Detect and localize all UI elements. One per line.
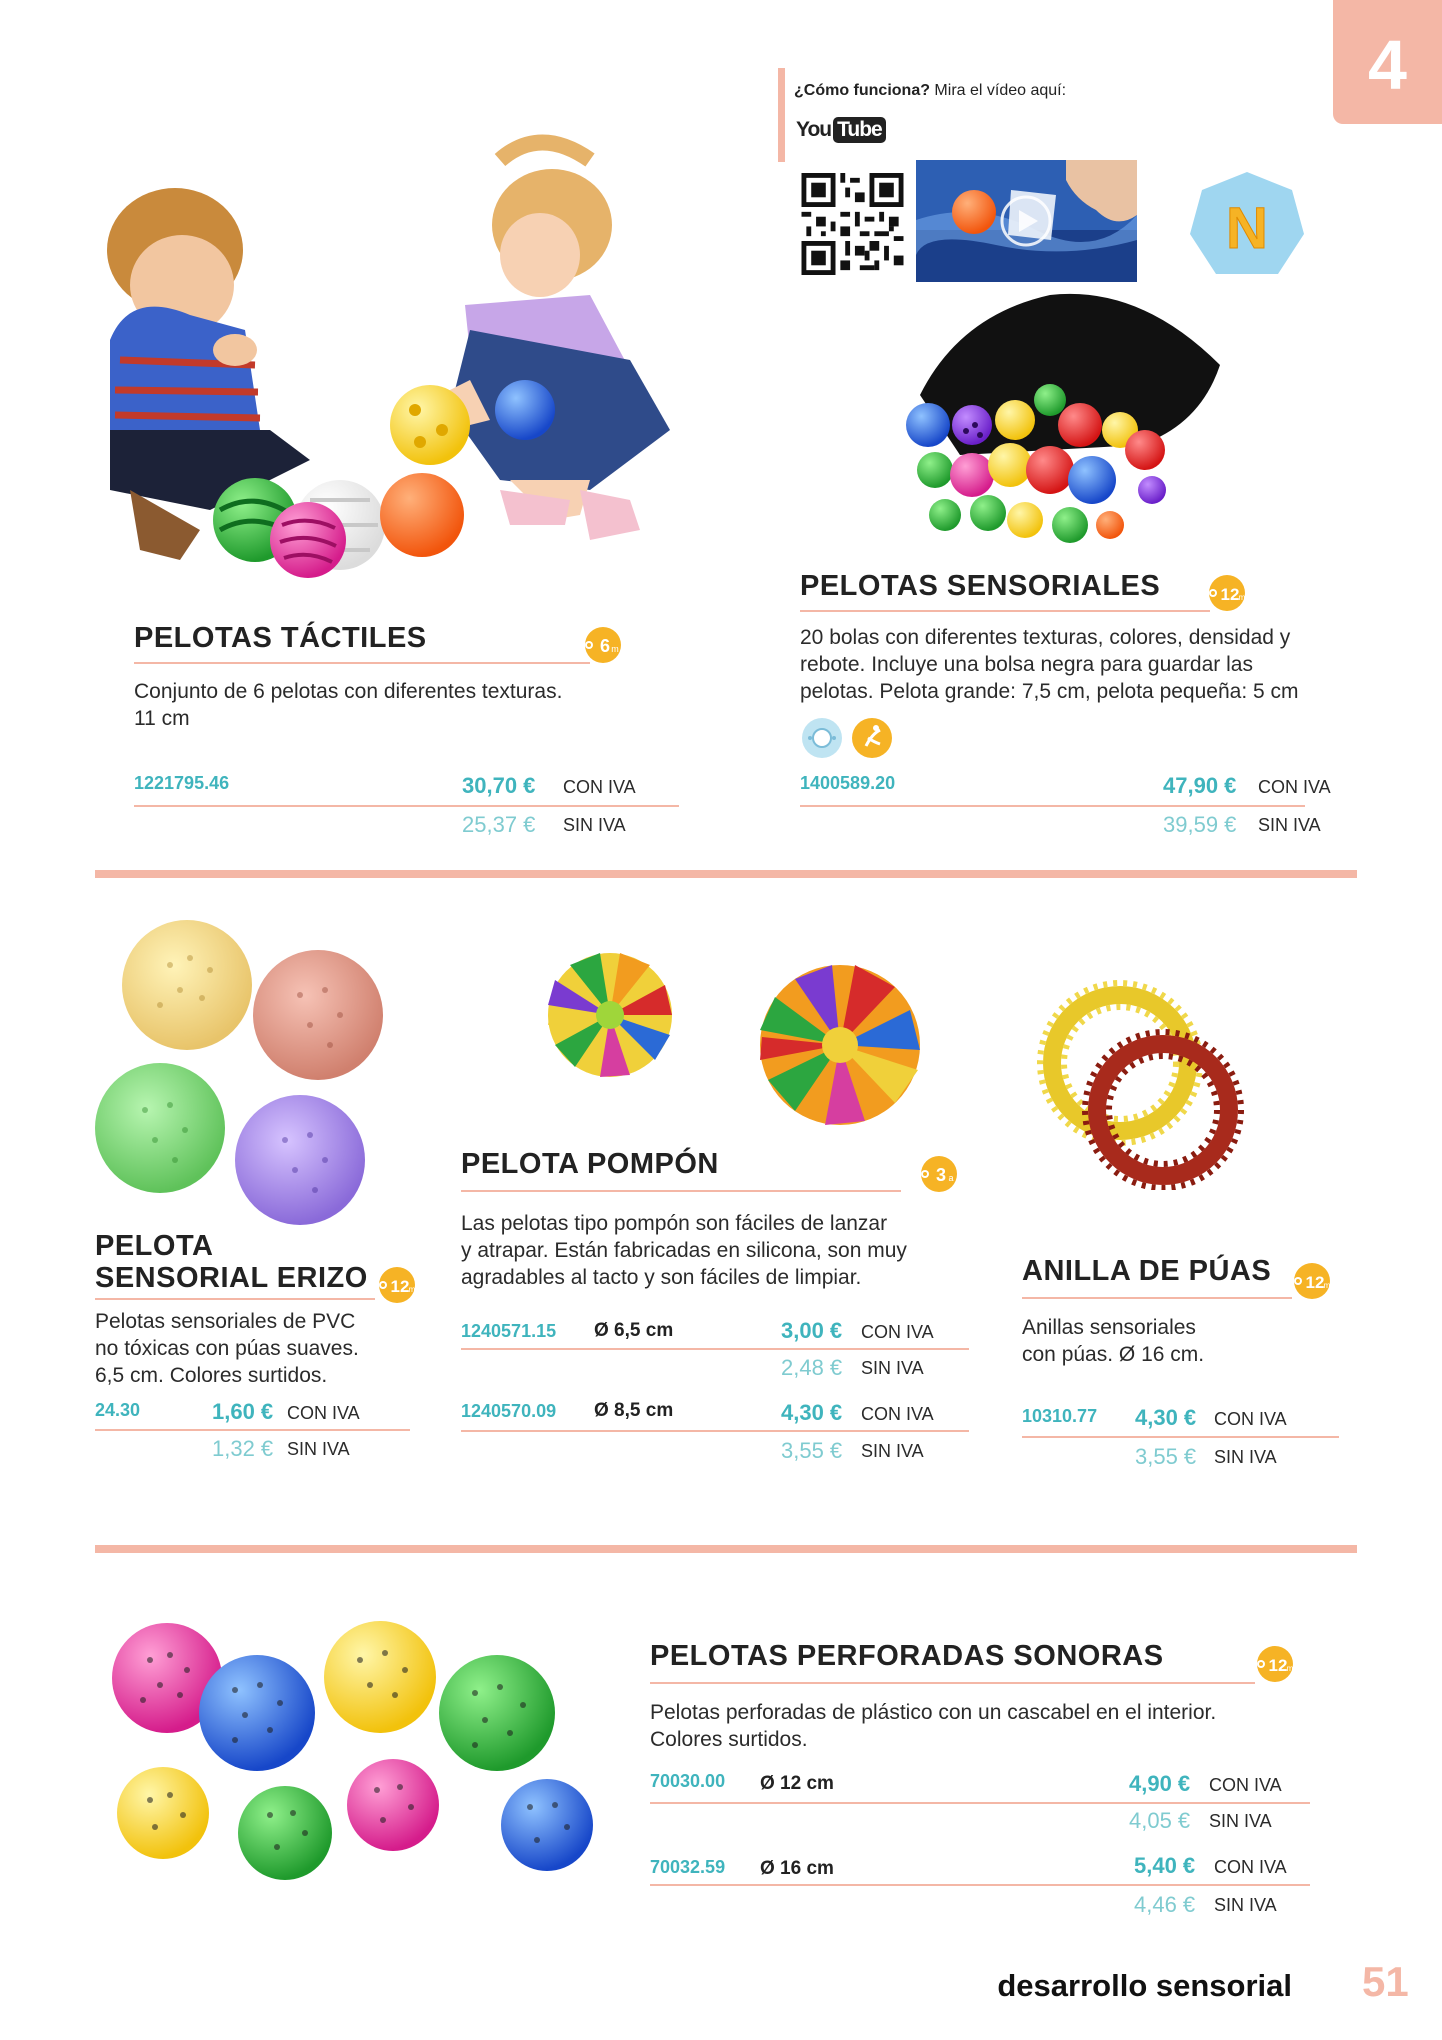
price-rule [1022,1436,1339,1438]
age-badge-icon [584,626,622,664]
price-without-vat: 3,55 € [1135,1444,1197,1469]
title-rule [650,1682,1255,1684]
price-with-vat: 4,30 € [1135,1405,1197,1430]
with-vat-label: CON IVA [287,1403,360,1423]
product-description: Pelotas perforadas de plástico con un cascabel en el interior. Colores surtidos. [650,1701,1217,1751]
product-code: 70032.59 [650,1857,726,1877]
svg-text:N: N [1226,196,1268,261]
price-rule [134,805,679,807]
product-title: PELOTAS SENSORIALES [800,570,1161,602]
product-code: 10310.77 [1022,1406,1098,1426]
price-without-vat: 2,48 € [781,1355,843,1380]
svg-text:12: 12 [1220,585,1240,604]
section-separator [95,870,1357,878]
price-with-vat: 30,70 € [462,773,536,798]
svg-text:12: 12 [1305,1273,1325,1292]
price-with-vat: 5,40 € [1134,1853,1196,1878]
without-vat-label: SIN IVA [1209,1811,1272,1831]
without-vat-label: SIN IVA [1258,815,1321,835]
with-vat-label: CON IVA [1258,777,1331,797]
without-vat-label: SIN IVA [861,1441,924,1461]
price-with-vat: 3,00 € [781,1318,843,1343]
svg-text:m: m [611,644,619,654]
product-title: PELOTA POMPÓN [461,1148,719,1180]
chapter-tab [1333,0,1442,124]
age-badge-icon [1256,1645,1294,1683]
video-thumbnail[interactable] [916,160,1137,282]
price-with-vat: 47,90 € [1163,773,1237,798]
with-vat-label: CON IVA [1214,1857,1287,1877]
price-with-vat: 1,60 € [212,1399,274,1424]
product-code: 1240570.09 [461,1401,557,1421]
title-rule [461,1190,901,1192]
price-rule [800,805,1305,807]
svg-text:12: 12 [1268,1656,1288,1675]
product-description: Pelotas sensoriales de PVC no tóxicas con púas suaves. 6,5 cm. Colores surtidos. [95,1310,359,1387]
without-vat-label: SIN IVA [563,815,626,835]
price-rule [461,1348,969,1350]
pompom-balls-image [530,930,930,1150]
product-description: 20 bolas con diferentes texturas, colores, densidad y rebote. Incluye una bolsa negra para guardar las pelotas. Pelota grande: 7,5 cm, pelota pequeña: 5 cm [800,626,1299,703]
title-rule [95,1298,375,1300]
product-code: 24.30 [95,1400,141,1420]
product-description: Anillas sensoriales con púas. Ø 16 cm. [1022,1316,1205,1366]
product-code: 1400589.20 [800,773,896,793]
price-rule [95,1429,410,1431]
how-it-works-bar [778,68,785,162]
price-rule [461,1430,969,1432]
chapter-number: 4 [1368,26,1407,104]
product-size: Ø 12 cm [760,1773,834,1794]
section-separator [95,1545,1357,1553]
product-size: Ø 16 cm [760,1858,834,1879]
price-rule [650,1802,1310,1804]
product-description: Las pelotas tipo pompón son fáciles de lanzar y atrapar. Están fabricadas en silicona, son muy agradables al tacto y son fáciles de limpiar. [461,1212,907,1289]
tactile-balls-children-image [70,130,760,610]
svg-text:m: m [408,1285,416,1294]
title-rule [134,662,590,664]
new-badge [1188,170,1306,288]
without-vat-label: SIN IVA [287,1439,350,1459]
svg-text:a: a [948,1173,954,1183]
texture-icon [800,716,844,760]
product-size: Ø 6,5 cm [594,1320,674,1341]
price-rule [650,1884,1310,1886]
price-with-vat: 4,90 € [1129,1771,1191,1796]
product-code: 1240571.15 [461,1321,557,1341]
price-without-vat: 25,37 € [462,812,536,837]
with-vat-label: CON IVA [1214,1409,1287,1429]
sensory-balls-bag-image [900,285,1235,550]
spiky-rings-image [1035,975,1250,1190]
hedgehog-balls-image [90,910,390,1230]
product-code: 70030.00 [650,1771,726,1791]
product-title: PELOTAS TÁCTILES [134,622,427,654]
without-vat-label: SIN IVA [1214,1895,1277,1915]
section-footer-label: desarrollo sensorial [997,1968,1292,2003]
svg-text:m: m [1323,1281,1331,1290]
title-rule [800,610,1210,612]
product-title: ANILLA DE PÚAS [1022,1255,1272,1287]
price-without-vat: 4,46 € [1134,1892,1196,1917]
perforated-balls-image [105,1615,605,1885]
page-number: 51 [1362,1958,1409,2005]
svg-text:6: 6 [599,636,611,656]
without-vat-label: SIN IVA [861,1358,924,1378]
age-badge-icon [1208,574,1246,612]
product-size: Ø 8,5 cm [594,1400,674,1421]
age-badge-icon [378,1266,416,1304]
product-description: Conjunto de 6 pelotas con diferentes texturas. 11 cm [134,680,563,730]
price-without-vat: 4,05 € [1129,1808,1191,1833]
with-vat-label: CON IVA [861,1322,934,1342]
product-code: 1221795.46 [134,773,230,793]
without-vat-label: SIN IVA [1214,1447,1277,1467]
with-vat-label: CON IVA [563,777,636,797]
svg-text:3: 3 [935,1165,947,1185]
price-without-vat: 3,55 € [781,1438,843,1463]
age-badge-icon [1293,1262,1331,1300]
how-it-works-text: ¿Cómo funciona? Mira el vídeo aquí: [794,82,1067,99]
price-with-vat: 4,30 € [781,1400,843,1425]
svg-text:12: 12 [390,1277,410,1296]
with-vat-label: CON IVA [1209,1775,1282,1795]
svg-text:m: m [1286,1664,1294,1673]
qr-code[interactable] [800,173,905,275]
age-badge-icon [920,1155,958,1193]
price-without-vat: 1,32 € [212,1436,274,1461]
youtube-logo[interactable]: You Tube [796,117,886,143]
product-title: PELOTAS PERFORADAS SONORAS [650,1640,1164,1672]
motor-skills-icon [850,716,894,760]
svg-text:m: m [1238,593,1246,602]
title-rule [1022,1297,1292,1299]
price-without-vat: 39,59 € [1163,812,1237,837]
product-title: PELOTA SENSORIAL ERIZO [95,1230,368,1294]
with-vat-label: CON IVA [861,1404,934,1424]
